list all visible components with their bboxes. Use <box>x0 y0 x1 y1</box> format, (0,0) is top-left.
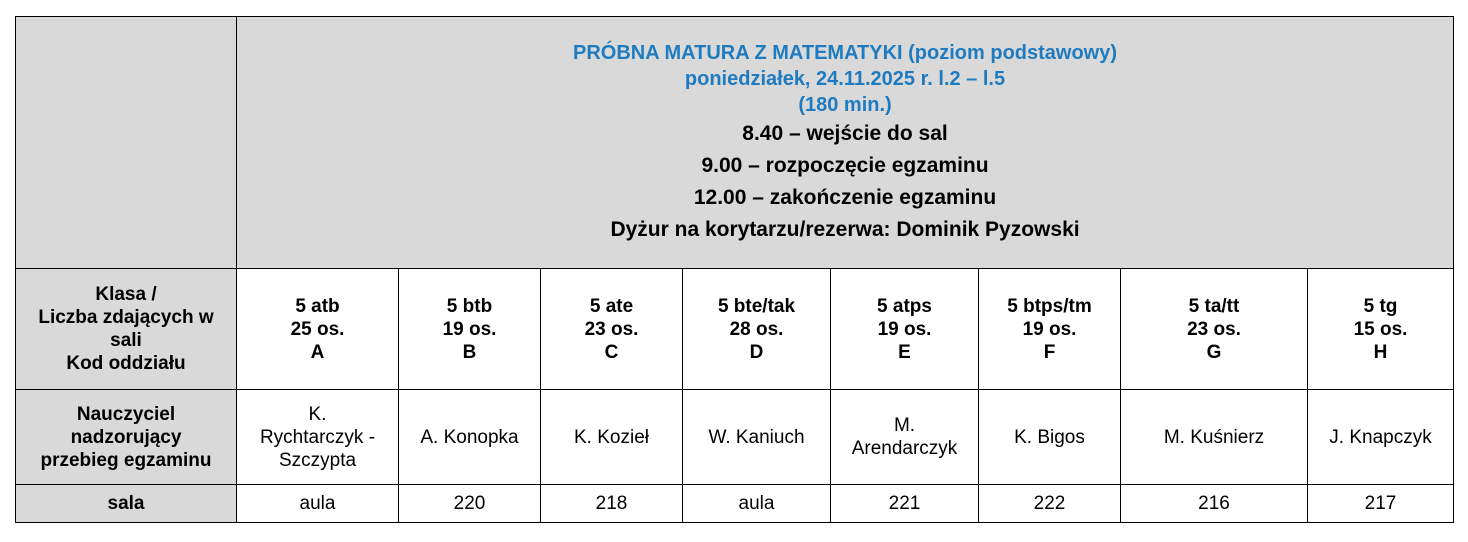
class-name: 5 ta/tt <box>1188 295 1240 317</box>
class-name: 5 atps <box>877 295 932 317</box>
class-cell <box>1121 269 1308 390</box>
room-cell: 218 <box>541 485 683 523</box>
exam-title: PRÓBNA MATURA Z MATEMATYKI (poziom podstawowy) <box>573 41 1118 64</box>
class-name: 5 bte/tak <box>717 295 796 317</box>
class-row <box>16 269 1454 390</box>
class-code: F <box>1043 341 1056 363</box>
room-cell: 222 <box>979 485 1121 523</box>
class-label-line: Klasa / <box>95 284 157 305</box>
class-name: 5 atb <box>295 295 340 317</box>
class-code: G <box>1206 341 1222 363</box>
student-count: 28 os. <box>729 318 784 340</box>
class-name: 5 btb <box>446 295 493 317</box>
teacher-row-label <box>16 390 237 485</box>
student-count: 23 os. <box>584 318 639 340</box>
class-cell <box>541 269 683 390</box>
room-row-label: sala <box>16 485 237 523</box>
teacher-name-line: M. <box>893 415 916 436</box>
room-cell: 217 <box>1308 485 1454 523</box>
teacher-name-line: J. Knapczyk <box>1329 426 1432 448</box>
teacher-row <box>16 390 1454 485</box>
teacher-label-line: nadzorujący <box>70 426 182 448</box>
teacher-name-line: Rychtarczyk - <box>259 426 376 448</box>
teacher-name-line: M. Kuśnierz <box>1163 426 1265 448</box>
student-count: 15 os. <box>1353 318 1408 340</box>
room-cell: 216 <box>1121 485 1308 523</box>
class-code: H <box>1373 341 1388 363</box>
teacher-name-line: Arendarczyk <box>851 438 958 459</box>
class-code: A <box>310 341 325 363</box>
header-cell <box>237 17 1454 269</box>
room-cell: aula <box>237 485 399 523</box>
teacher-name-line: A. Konopka <box>420 426 519 448</box>
header-row <box>16 17 1454 269</box>
teacher-name-line: K. Bigos <box>1014 426 1085 448</box>
teacher-cell <box>1121 390 1308 485</box>
student-count: 19 os. <box>442 318 497 340</box>
class-code: D <box>749 341 764 363</box>
room-cell: 220 <box>399 485 541 523</box>
exam-duration: (180 min.) <box>798 93 892 116</box>
end-time: 12.00 – zakończenie egzaminu <box>693 185 997 209</box>
class-code: C <box>604 341 619 363</box>
teacher-cell <box>1308 390 1454 485</box>
teacher-cell <box>831 390 979 485</box>
teacher-cell <box>683 390 831 485</box>
teacher-cell <box>979 390 1121 485</box>
class-row-label <box>16 269 237 390</box>
class-cell <box>979 269 1121 390</box>
teacher-cell <box>541 390 683 485</box>
room-row <box>16 485 1454 523</box>
teacher-name-line: Szczypta <box>278 449 357 471</box>
class-code: E <box>898 341 911 363</box>
class-name: 5 ate <box>589 295 634 317</box>
exam-date: poniedziałek, 24.11.2025 r. l.2 – l.5 <box>684 67 1006 90</box>
room-cell: aula <box>683 485 831 523</box>
entry-time: 8.40 – wejście do sal <box>742 121 948 145</box>
student-count: 19 os. <box>877 318 932 340</box>
count-label-line: Liczba zdających w <box>38 307 214 328</box>
start-time: 9.00 – rozpoczęcie egzaminu <box>701 153 989 177</box>
class-code: B <box>462 341 477 363</box>
student-count: 25 os. <box>290 318 345 340</box>
corridor-duty: Dyżur na korytarzu/rezerwa: Dominik Pyzowski <box>610 217 1080 241</box>
teacher-name-line: K. Kozieł <box>574 426 649 448</box>
class-cell <box>237 269 399 390</box>
class-cell <box>831 269 979 390</box>
class-cell <box>1308 269 1454 390</box>
teacher-cell <box>399 390 541 485</box>
student-count: 19 os. <box>1022 318 1077 340</box>
code-label-line: Kod oddziału <box>66 353 186 374</box>
header-corner-cell <box>16 17 237 269</box>
teacher-name-line: K. <box>308 403 327 425</box>
class-cell <box>683 269 831 390</box>
student-count: 23 os. <box>1187 318 1241 340</box>
class-name: 5 btps/tm <box>1007 295 1092 317</box>
teacher-cell <box>237 390 399 485</box>
teacher-label-line: przebieg egzaminu <box>40 449 212 471</box>
class-cell <box>399 269 541 390</box>
room-cell: 221 <box>831 485 979 523</box>
room-label-line: sali <box>110 330 142 351</box>
teacher-name-line: W. Kaniuch <box>708 426 805 448</box>
exam-schedule-table <box>15 16 1454 523</box>
teacher-label-line: Nauczyciel <box>76 403 176 425</box>
class-name: 5 tg <box>1363 295 1398 317</box>
